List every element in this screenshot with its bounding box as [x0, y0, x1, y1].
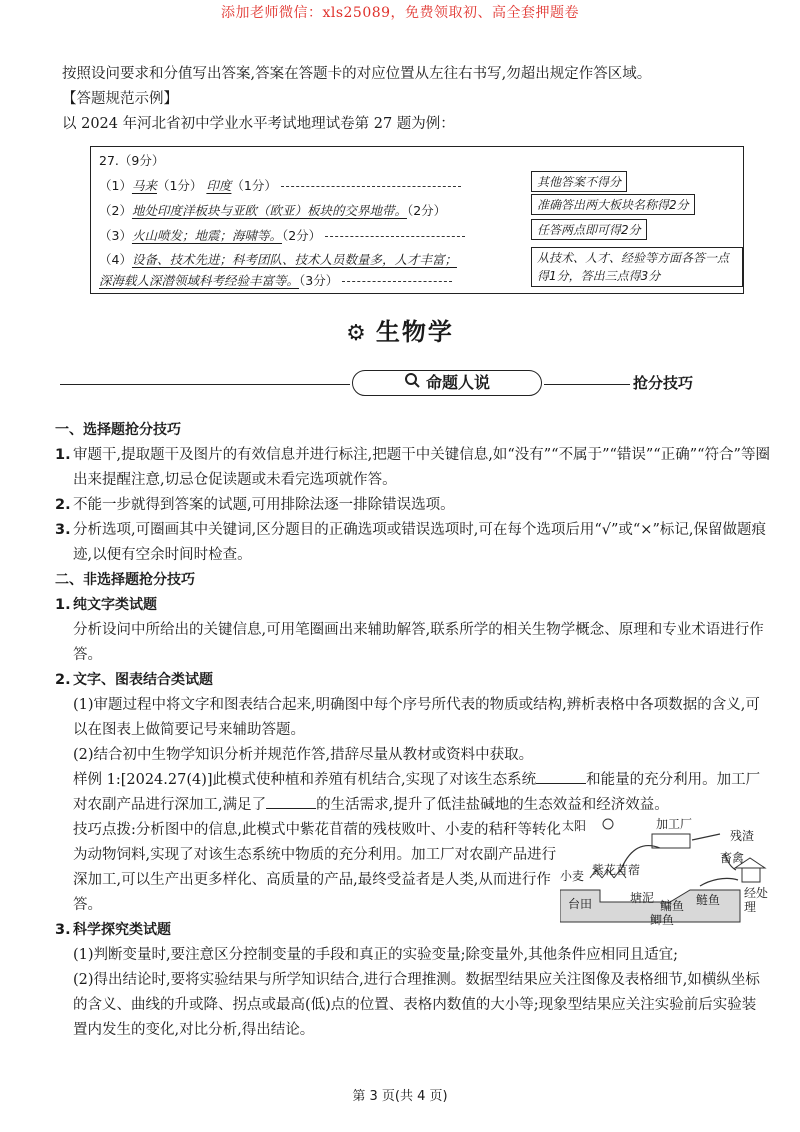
section-title — [0, 312, 800, 347]
label-livestock: 畜禽 — [720, 851, 745, 865]
a4-score: （3分） — [299, 273, 339, 288]
banner-rule-right — [544, 384, 630, 385]
num: 1. — [55, 447, 71, 463]
nonchoice-2-p2: (2)结合初中生物学知识分析并规范作答,措辞尽量从教材或资料中获取。 — [73, 747, 534, 763]
sample-answer-3 — [99, 226, 465, 244]
a1-score-1: （1分） — [156, 178, 203, 193]
label-alfalfa: 紫花苜蓿 — [592, 863, 641, 877]
a1-answer-1: 马来 — [131, 178, 157, 193]
a2-answer: 地处印度洋板块与亚欧（欧亚）板块的交界地带。 — [131, 203, 407, 218]
nonchoice-2-title — [55, 668, 770, 693]
label-pond-mud: 塘泥 — [630, 891, 655, 905]
sample-answer-4-line-1 — [99, 250, 457, 268]
label-process: 经处理 — [744, 886, 769, 914]
note-4: 从技术、人才、经验等方面各答一点得1分，答出三点得3分 — [531, 247, 743, 287]
text: 文字、图表结合类试题 — [73, 672, 213, 688]
sample-question-header: 27.（9分） — [99, 153, 165, 168]
a2-score: （2分） — [406, 203, 447, 218]
banner — [60, 368, 760, 400]
note-1: 其他答案不得分 — [531, 171, 627, 192]
section-title-text: 生物学 — [375, 318, 454, 346]
note-3: 任答两点即可得2分 — [531, 219, 647, 240]
example-part-b: 和能量的充分利用。加工厂对农副产品进行深加工,满足了 — [73, 772, 761, 813]
a3-prefix: （3） — [99, 228, 132, 243]
label-crucian: 鲢鱼 — [696, 893, 721, 907]
label-wheat: 小麦 — [560, 869, 585, 883]
heading-choice: 一、选择题抢分技巧 — [55, 422, 181, 438]
num: 1. — [55, 597, 71, 613]
magnifier-icon — [404, 371, 420, 395]
nonchoice-1-body: 分析设问中所给出的关键信息,可用笔圈画出来辅助解答,联系所学的相关生物学概念、原理和专业术语进行作答。 — [73, 622, 764, 663]
choice-tip-2 — [55, 493, 770, 518]
intro-line-3: 以 2024 年河北省初中学业水平考试地理试卷第 27 题为例： — [62, 116, 455, 132]
banner-rule-left — [60, 384, 350, 385]
example-part-c: 的生活需求,提升了低洼盐碱地的生态效益和经济效益。 — [316, 797, 669, 813]
a4-prefix: （4） — [99, 252, 132, 267]
a1-answer-2: 印度 — [206, 178, 232, 193]
banner-tip: 抢分技巧 — [633, 374, 694, 392]
nonchoice-3-p1: (1)判断变量时,要注意区分控制变量的手段和真正的实验变量;除变量外,其他条件应相同且适宜; — [73, 947, 679, 963]
a3-answer: 火山喷发；地震；海啸等。 — [131, 228, 282, 243]
num: 2. — [55, 497, 71, 513]
text: 科学探究类试题 — [73, 922, 171, 938]
nonchoice-3-p2: (2)得出结论时,要将实验结果与所学知识结合,进行合理推测。数据型结果应关注图像及表格细节,如横纵坐标的含义、曲线的升或降、拐点或最高(低)点的位置、表格内数值的大小等;现象型结果应关注实验前后实验装置内发生的变化,对比分析,得出结论。 — [73, 972, 760, 1038]
text: 审题干,提取题干及图片的有效信息并进行标注,把题干中关键信息,如“没有”“不属于”“错误”“正确”“符合”等圈出来提醒注意,切忌仓促读题或未看完选项就作答。 — [73, 447, 770, 488]
text: 不能一步就得到答案的试题,可用排除法逐一排除错误选项。 — [73, 497, 455, 513]
banner-pill — [352, 370, 542, 396]
answer-blank — [266, 794, 316, 809]
a1-score-2: （1分） — [231, 178, 277, 193]
text: 分析选项,可圈画其中关键词,区分题目的正确选项或错误选项时,可在每个选项后用“√”或“×”标记,保留做题痕迹,以便有空余时间时检查。 — [73, 522, 766, 563]
num: 3. — [55, 522, 71, 538]
intro — [62, 62, 762, 137]
dashed-leader — [342, 281, 452, 282]
label-terrace: 台田 — [568, 897, 593, 911]
choice-tip-3 — [55, 518, 770, 568]
note-2: 准确答出两大板块名称得2分 — [531, 194, 695, 215]
label-factory: 加工厂 — [656, 817, 693, 831]
sample-answer-2 — [99, 201, 446, 219]
nonchoice-3-title — [55, 918, 770, 943]
dashed-leader — [325, 236, 465, 237]
answer-sample-box — [90, 146, 744, 294]
sample-answer-1 — [99, 176, 461, 194]
label-carp: 鲫鱼 — [650, 913, 675, 927]
a4-answer-line-2: 深海载人深潜领域科考经验丰富等。 — [99, 273, 300, 288]
page-footer: 第 3 页(共 4 页) — [352, 1089, 448, 1104]
a3-score: （2分） — [281, 228, 322, 243]
nonchoice-1-title — [55, 593, 770, 618]
num: 3. — [55, 922, 71, 938]
tip-block — [55, 817, 770, 927]
banner-label: 命题人说 — [425, 373, 490, 392]
eco-diagram — [560, 810, 780, 925]
content — [55, 418, 770, 1043]
answer-blank — [536, 769, 586, 784]
a1-prefix: （1） — [99, 178, 132, 193]
choice-tip-1 — [55, 443, 770, 493]
a4-answer-line-1: 设备、技术先进；科考团队、技术人员数量多，人才丰富； — [131, 252, 457, 267]
label-residue: 残渣 — [730, 829, 755, 843]
intro-line-2: 【答题规范示例】 — [62, 91, 178, 107]
watermark-text: 添加老师微信：xls25089，免费领取初、高全套押题卷 — [220, 5, 580, 21]
label-silver-carp: 鳙鱼 — [660, 899, 685, 913]
sample-answer-4-line-2 — [99, 271, 452, 289]
dashed-leader — [281, 186, 461, 187]
tip-text: 技巧点拨:分析图中的信息,此模式中紫花苜蓿的残枝败叶、小麦的秸秆等转化为动物饲料,实现了对该生态系统中物质的充分利用。加工厂对农副产品进行深加工,可以生产出更多样化、高质量的产品,最终受益者是人类,从而进行作答。 — [73, 822, 561, 913]
text: 纯文字类试题 — [73, 597, 157, 613]
label-sun: 太阳 — [562, 819, 587, 833]
heading-nonchoice: 二、非选择题抢分技巧 — [55, 572, 195, 588]
intro-line-1: 按照设问要求和分值写出答案,答案在答题卡的对应位置从左往右书写,勿超出规定作答区域。 — [62, 66, 652, 82]
num: 2. — [55, 672, 71, 688]
gear-icon: ⚙ — [346, 321, 368, 346]
example-part-a: 样例 1:[2024.27(4)]此模式使种植和养殖有机结合,实现了对该生态系统 — [73, 772, 537, 788]
nonchoice-2-p1: (1)审题过程中将文字和图表结合起来,明确图中每个序号所代表的物质或结构,辨析表格中各项数据的含义,可以在图表上做简要记号来辅助答题。 — [73, 697, 760, 738]
a2-prefix: （2） — [99, 203, 132, 218]
